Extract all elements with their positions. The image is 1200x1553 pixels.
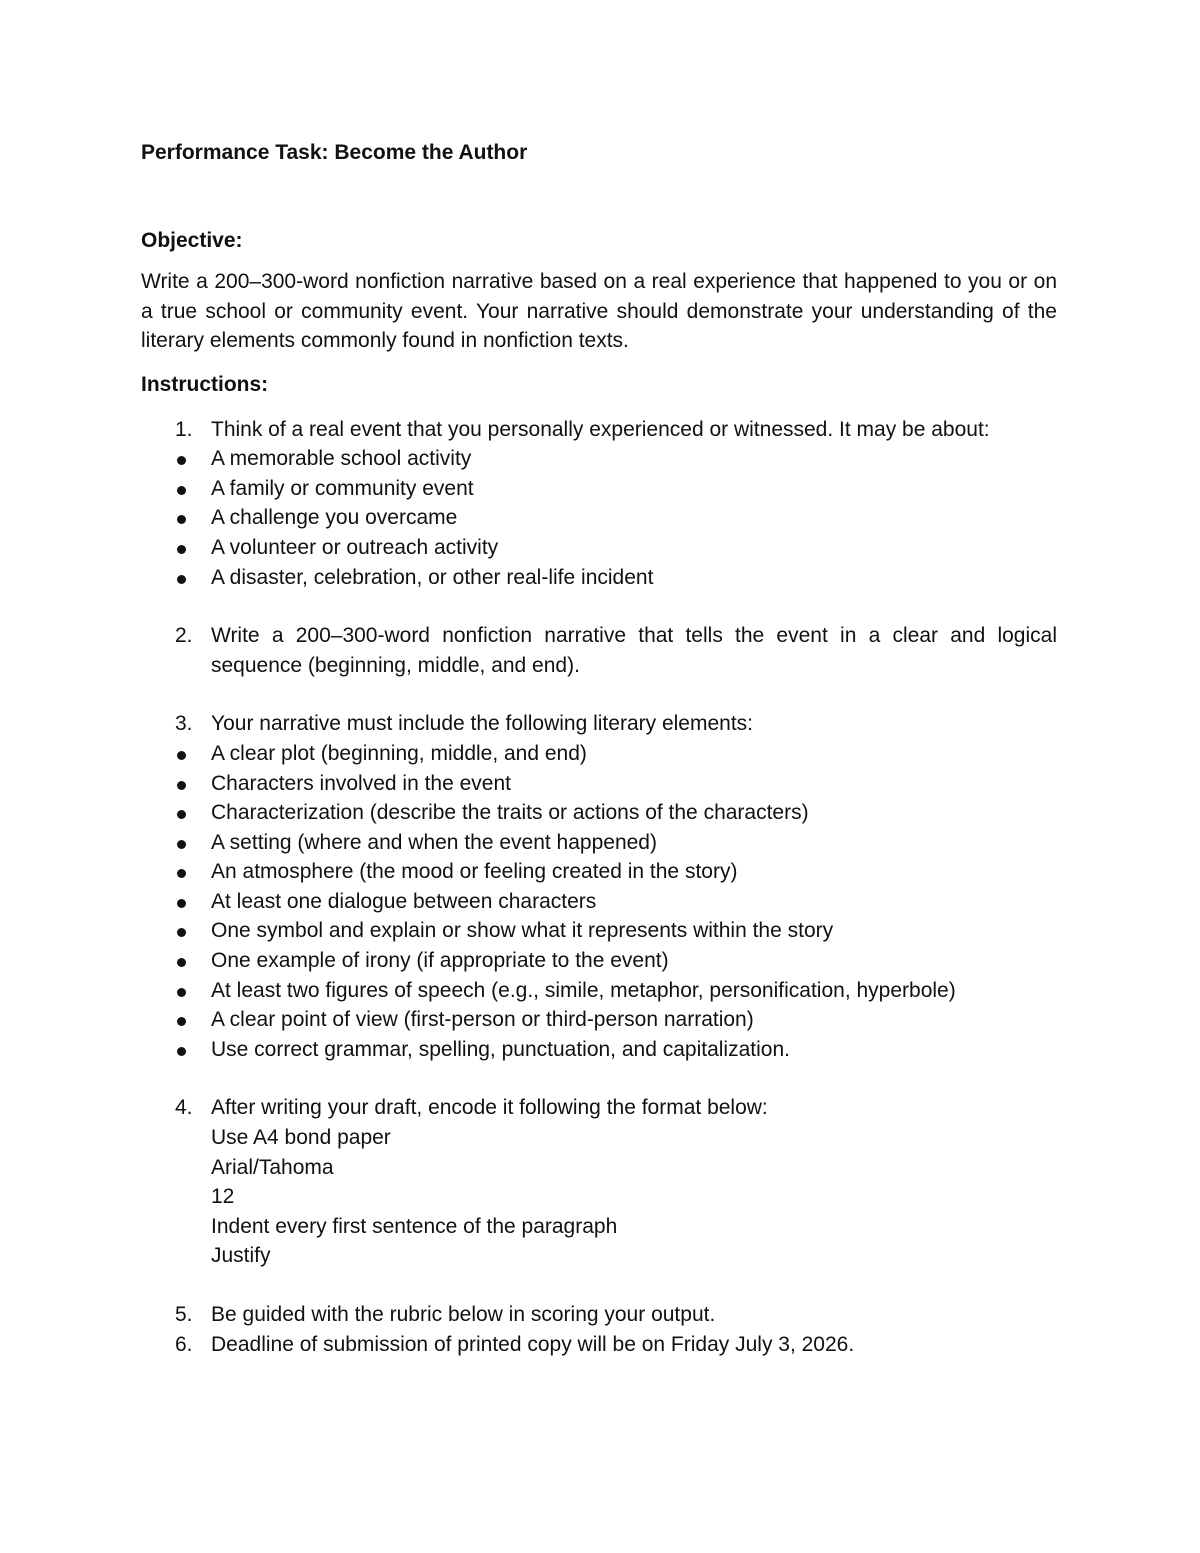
- bullet-icon: [177, 781, 186, 790]
- bullet-icon: [177, 840, 186, 849]
- bullet-icon: [177, 456, 186, 465]
- bullet-icon: [177, 988, 186, 997]
- step-text: Write a 200–300-word nonfiction narrative that tells the event in a clear and logical sequence (beginning, middle, and end).: [211, 624, 1057, 677]
- list-item: [141, 1035, 1057, 1065]
- bullet-text: An atmosphere (the mood or feeling created in the story): [211, 860, 738, 884]
- bullet-text: One symbol and explain or show what it represents within the story: [211, 919, 834, 943]
- list-item: [141, 946, 1057, 976]
- bullet-text: A memorable school activity: [211, 447, 472, 471]
- list-item: [141, 828, 1057, 858]
- format-line: 12: [211, 1185, 235, 1209]
- step-number: 2.: [175, 624, 193, 648]
- bullet-icon: [177, 899, 186, 908]
- bullet-icon: [177, 810, 186, 819]
- list-item: [141, 533, 1057, 563]
- bullet-text: At least two figures of speech (e.g., simile, metaphor, personification, hyperbole): [211, 978, 956, 1002]
- bullet-icon: [177, 545, 186, 554]
- format-line: Justify: [211, 1244, 271, 1268]
- bullet-text: Characterization (describe the traits or actions of the characters): [211, 801, 809, 825]
- list-item: [141, 1330, 1057, 1360]
- list-item: [141, 916, 1057, 946]
- bullet-text: A family or community event: [211, 476, 474, 500]
- step-text: Your narrative must include the following literary elements:: [211, 712, 753, 736]
- objective-paragraph: Write a 200–300-word nonfiction narrative based on a real experience that happened to you or on a true school or community event. Your narrative should demonstrate your understanding of the literary elements commonly found in nonfiction texts.: [141, 270, 1057, 353]
- bullet-text: A clear plot (beginning, middle, and end): [211, 741, 587, 765]
- bullet-text: At least one dialogue between characters: [211, 889, 597, 913]
- list-item: [141, 798, 1057, 828]
- bullet-text: A clear point of view (first-person or third-person narration): [211, 1008, 754, 1032]
- document-body: [141, 138, 1057, 1359]
- bullet-text: Use correct grammar, spelling, punctuation, and capitalization.: [211, 1037, 790, 1061]
- bullet-icon: [177, 1017, 186, 1026]
- bullet-icon: [177, 515, 186, 524]
- bullet-icon: [177, 958, 186, 967]
- step-number: 1.: [175, 417, 193, 441]
- bullet-text: One example of irony (if appropriate to the event): [211, 949, 669, 973]
- list-item: [141, 503, 1057, 533]
- list-item: [141, 1093, 1057, 1123]
- list-item: [141, 709, 1057, 739]
- list-item: [141, 739, 1057, 769]
- bullet-icon: [177, 486, 186, 495]
- document-title: Performance Task: Become the Author: [141, 141, 528, 164]
- list-item: [141, 976, 1057, 1006]
- step-text: Deadline of submission of printed copy will be on Friday July 3, 2026.: [211, 1332, 855, 1356]
- list-item: [141, 857, 1057, 887]
- step-number: 4.: [175, 1096, 193, 1120]
- format-line: Arial/Tahoma: [211, 1155, 334, 1179]
- bullet-icon: [177, 575, 186, 584]
- format-line: Indent every first sentence of the paragraph: [211, 1214, 618, 1238]
- step-number: 3.: [175, 712, 193, 736]
- step-text: After writing your draft, encode it following the format below:: [211, 1096, 768, 1120]
- list-item: [141, 769, 1057, 799]
- list-item: [141, 621, 1057, 680]
- bullet-text: A setting (where and when the event happened): [211, 830, 657, 854]
- step-text: Think of a real event that you personally experienced or witnessed. It may be about:: [211, 417, 990, 441]
- bullet-text: A challenge you overcame: [211, 506, 458, 530]
- objective-heading: Objective:: [141, 228, 243, 252]
- list-item: [141, 474, 1057, 504]
- list-item: [141, 415, 1057, 445]
- list-item: [141, 444, 1057, 474]
- bullet-icon: [177, 869, 186, 878]
- bullet-icon: [177, 928, 186, 937]
- bullet-text: Characters involved in the event: [211, 771, 511, 795]
- list-item: [141, 1005, 1057, 1035]
- bullet-icon: [177, 751, 186, 760]
- format-line: Use A4 bond paper: [211, 1126, 391, 1150]
- list-item: [141, 1300, 1057, 1330]
- instructions-list: [141, 415, 1057, 1360]
- instructions-heading: Instructions:: [141, 372, 269, 396]
- step-number: 5.: [175, 1303, 193, 1326]
- list-item: [141, 887, 1057, 917]
- bullet-text: A disaster, celebration, or other real-life incident: [211, 565, 654, 589]
- step-text: Be guided with the rubric below in scoring your output.: [211, 1303, 716, 1326]
- bullet-icon: [177, 1047, 186, 1056]
- step-number: 6.: [175, 1332, 193, 1356]
- list-item: [141, 563, 1057, 593]
- bullet-text: A volunteer or outreach activity: [211, 535, 499, 559]
